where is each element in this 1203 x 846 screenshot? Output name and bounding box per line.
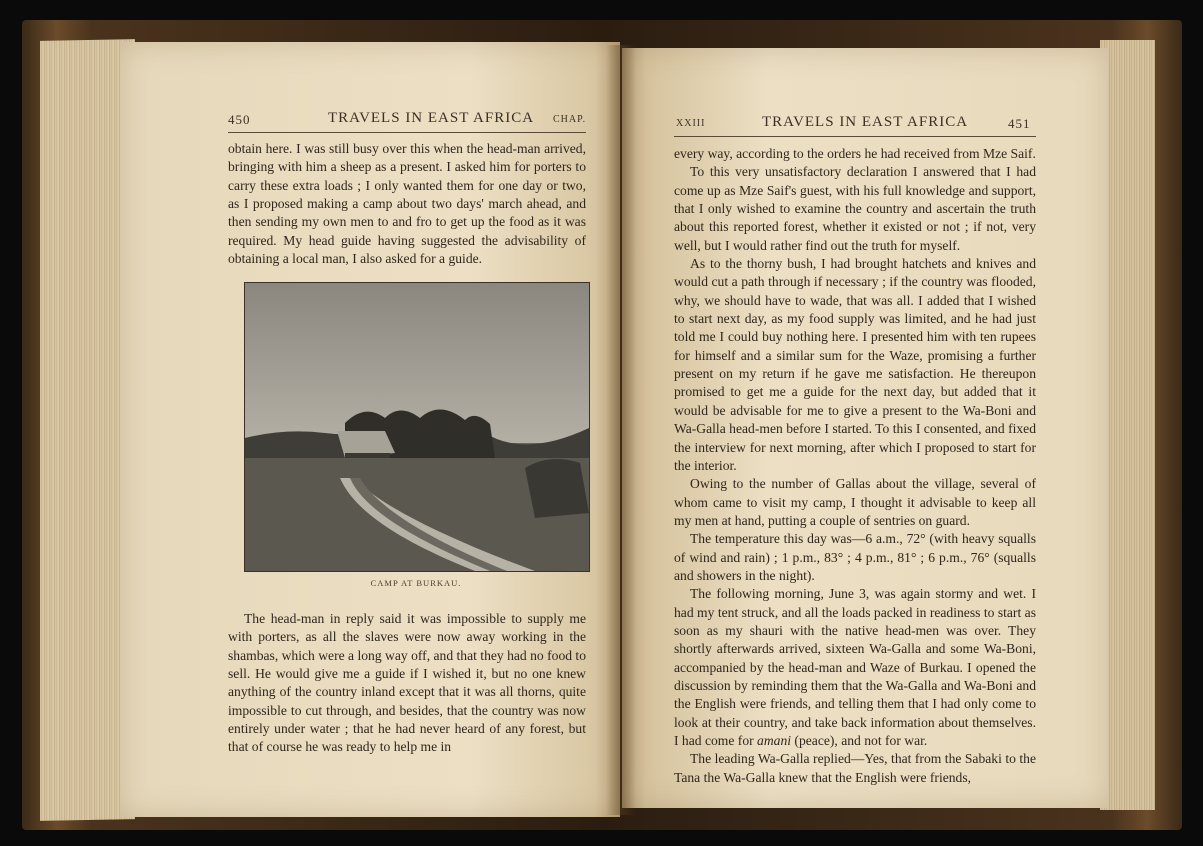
left-page-number: 450: [228, 112, 251, 127]
camp-photo: [244, 282, 590, 572]
left-paragraph-top: [228, 140, 586, 268]
right-paragraph-7: The leading Wa-Galla replied—Yes, that from the Sabaki to the Tana the Wa-Galla knew that the English were friends,: [674, 751, 1036, 785]
right-chapter-label: XXIII: [676, 118, 706, 129]
right-paragraph-3: As to the thorny bush, I had brought hatchets and knives and would cut a path through if necessary ; if the country was flooded, why, we should have to wade, that was all. I added that I wished to start next day, as my food supply was limited, and he had just told me I could buy nothing here. I presented him with ten rupees for himself and a similar sum for the Waze, promising a further present on my return if he gave me satisfaction. He thereupon promised to get me a guide for the next day, but added that it would be advisable for me to give a present to the Wa-Boni and Wa-Galla head-men before I started. To this I consented, and fixed the interview for next morning, after which I proposed to start for the interior.: [674, 256, 1036, 473]
camp-photo-illustration: [245, 283, 589, 571]
left-chapter-label: CHAP.: [553, 114, 587, 125]
left-text-top: obtain here. I was still busy over this when the head-man arrived, bringing with him a sheep as a present. I asked him for porters to carry these extra loads ; I only wanted them for one day or two, as I proposed making a camp about two days' march ahead, and then sending my own men to and fro to get up the food as it was required. My head guide having suggested the advisability of obtaining a local man, I also asked for a guide.: [228, 141, 586, 267]
right-running-title: TRAVELS IN EAST AFRICA: [762, 114, 969, 130]
photo-caption: CAMP AT BURKAU.: [370, 578, 462, 588]
left-text-bottom: The head-man in reply said it was impossible to supply me with porters, as all the slaves were now away working in the shambas, which were a long way off, and that they had no food to sell. He would give me a guide if I wished it, but no one knew anything of the country inland except that it was all thorns, quite impossible to cut through, and besides, that the country was now entirely under water ; that he had never heard of any forest, but that of course he was ready to help me in: [228, 611, 587, 755]
right-paragraph-6-italic: amani: [757, 733, 792, 748]
left-running-title: TRAVELS IN EAST AFRICA: [328, 110, 535, 126]
right-page-text: [674, 145, 1036, 787]
page-edges-right: [1100, 40, 1155, 810]
right-paragraph-6: [674, 585, 1036, 750]
right-paragraph-6-text-b: (peace), and not for war.: [791, 733, 928, 748]
right-header-rule: [674, 136, 1036, 137]
right-paragraph-2: To this very unsatisfactory declaration I answered that I had come up as Mze Saif's guest, with his full knowledge and support, that I only wished to examine the country and ascertain the truth about this reported forest, whether it existed or not ; if not, very well, but I would rather find out the truth for myself.: [674, 164, 1036, 253]
right-paragraph-4: Owing to the number of Gallas about the village, several of whom came to visit my camp, I thought it advisable to keep all my men at hand, putting a couple of sentries on guard.: [674, 476, 1036, 528]
book-gutter: [606, 45, 636, 815]
right-paragraph-6-text-a: The following morning, June 3, was again stormy and wet. I had my tent struck, and all the loads packed in readiness to start as soon as my shauri with the native head-men was over. They shortly afterwards arrived, sixteen Wa-Galla and some Wa-Boni, accompanied by the head-man and Waze of Burkau. I opened the discussion by reminding them that the Wa-Galla and Wa-Boni and the English were friends, and telling them that I had only come to look at their country, and take back information about themselves. I had come for: [674, 586, 1036, 748]
left-paragraph-bottom: [228, 610, 586, 757]
left-header-rule: [228, 132, 586, 133]
right-paragraph-1: every way, according to the orders he had received from Mze Saif.: [674, 146, 1036, 161]
right-page-number: 451: [1008, 116, 1031, 131]
right-paragraph-5: The temperature this day was—6 a.m., 72° (with heavy squalls of wind and rain) ; 1 p.m., 83° ; 4 p.m., 81° ; 6 p.m., 76° (squalls and showers in the night).: [674, 531, 1036, 583]
